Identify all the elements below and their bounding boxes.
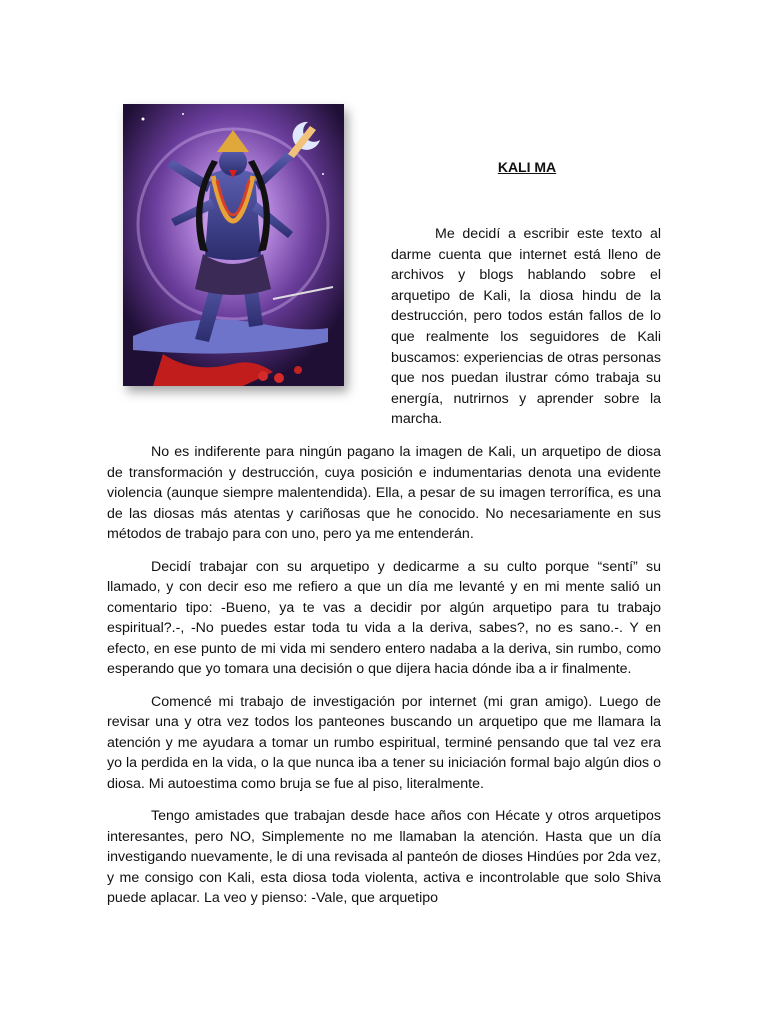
document-title: KALI MA <box>497 159 557 175</box>
kali-illustration <box>123 104 344 386</box>
intro-paragraph: Me decidí a escribir este texto al darme cuenta que internet está lleno de archivos y blogs hablando sobre el arquetipo de Kali, la diosa hindu de la destrucción, pero todos están fallos de lo que realmente los seguidores de Kali buscamos: experiencias de otras personas que nos puedan ilustrar cómo trabaja su energía, nutrirnos y aprender sobre la marcha. <box>391 226 661 428</box>
body-text <box>107 442 661 921</box>
body-paragraph: Tengo amistades que trabajan desde hace años con Hécate y otros arquetipos interesantes, pero NO, Simplemente no me llamaban la atención. Hasta que un día investigando nuevamente, le di una revisada al panteón de dioses Hindúes por 2da vez, y me consigo con Kali, esta diosa toda violenta, activa e incontrolable que solo Shiva puede aplacar. La veo y pienso: -Vale, que arquetipo <box>107 808 661 906</box>
body-paragraph: No es indiferente para ningún pagano la imagen de Kali, un arquetipo de diosa de transformación y destrucción, cuya posición e indumentarias denota una evidente violencia (aunque siempre malentendida). Ella, a pesar de su imagen terrorífica, es una de las diosas más atentas y cariñosas que he conocido. No necesariamente en sus métodos de trabajo para con uno, pero ya me entenderán. <box>107 444 661 542</box>
kali-image <box>123 104 344 386</box>
body-paragraph: Comencé mi trabajo de investigación por internet (mi gran amigo). Luego de revisar una y otra vez todos los panteones buscando un arquetipo que me llamara la atención y me ayudara a tomar un rumbo espiritual, terminé pensando que tal vez era yo la perdida en la vida, o la que nunca iba a tener su iniciación formal bajo algún dios o diosa. Mi autoestima como bruja se fue al piso, literalmente. <box>107 693 661 792</box>
body-paragraph: Decidí trabajar con su arquetipo y dedicarme a su culto porque “sentí” su llamado, y con decir eso me refiero a que un día me levanté y en mi mente salió un comentario tipo: -Bueno, ya te vas a decidir por algún arquetipo para tu trabajo espiritual?.-, -No puedes estar toda tu vida a la deriva, sabes?, no es sano.-. Y en efecto, en ese punto de mi vida mi sendero entero nadaba a la deriva, sin rumbo, como esperando que yo tomara una decisión o que dijera hacia dónde iba a ir finalmente. <box>107 558 661 677</box>
